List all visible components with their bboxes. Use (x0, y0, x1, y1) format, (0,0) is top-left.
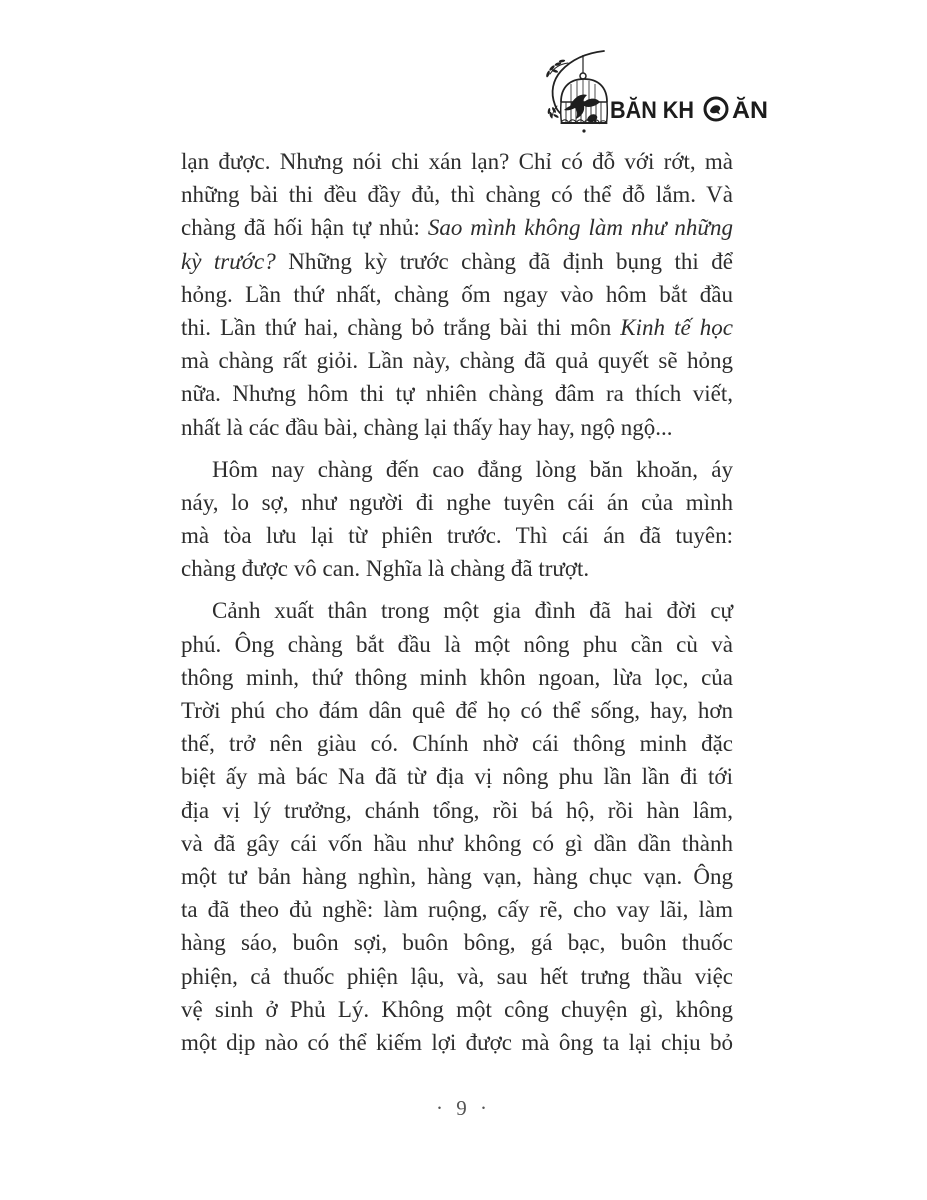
text-line (181, 453, 733, 486)
text-run: phiện, cả thuốc phiện lậu, và, sau hết trưng thầu việc (181, 963, 733, 989)
page-number: · 9 · (436, 1096, 491, 1120)
text-line (181, 960, 733, 993)
text-line (181, 760, 733, 793)
text-run: Những kỳ trước chàng đã định bụng thi để (275, 248, 733, 274)
text-run: Cảnh xuất thân trong một gia đình đã hai đời cự (212, 598, 733, 624)
text-run: nữa. Nhưng hôm thi tự nhiên chàng đâm ra thích viết, (181, 381, 733, 407)
text-run: mà chàng rất giỏi. Lần này, chàng đã quả quyết sẽ hỏng (181, 348, 733, 374)
text-run: những bài thi đều đầy đủ, thì chàng có thể đỗ lắm. Và (181, 182, 733, 208)
text-line (181, 794, 733, 827)
text-run: thông minh, thứ thông minh khôn ngoan, lừa lọc, của (181, 664, 733, 690)
text-line (181, 519, 733, 552)
text-line (181, 486, 733, 519)
text-line (181, 211, 733, 244)
text-line (181, 727, 733, 760)
title-o-bird-icon (710, 105, 720, 114)
text-line (181, 993, 733, 1026)
text-run: vệ sinh ở Phủ Lý. Không một công chuyện gì, không (181, 996, 733, 1022)
text-run: hỏng. Lần thứ nhất, chàng ốm ngay vào hôm bắt đầu (181, 281, 733, 307)
text-run: một dịp nào có thể kiếm lợi được mà ông ta lại chịu bỏ (181, 1029, 733, 1055)
text-line (181, 893, 733, 926)
text-line (181, 628, 733, 661)
text-run: lạn được. Nhưng nói chi xán lạn? Chỉ có đỗ với rớt, mà (181, 149, 733, 174)
svg-text:ĂN: ĂN (732, 97, 767, 124)
text-run: phú. Ông chàng bắt đầu là một nông phu cần cù và (181, 631, 733, 657)
text-line (181, 1026, 733, 1059)
italic-text-run: Sao mình không làm như những (427, 215, 733, 241)
text-line (181, 827, 733, 860)
text-run: nhất là các đầu bài, chàng lại thấy hay hay, ngộ ngộ... (181, 414, 673, 440)
body-text (181, 145, 733, 1059)
text-run: chàng được vô can. Nghĩa là chàng đã trượt. (181, 556, 590, 582)
text-line (181, 594, 733, 627)
birdcage-icon (561, 55, 608, 133)
paragraph (181, 453, 733, 586)
paragraph (181, 145, 733, 444)
text-line (181, 661, 733, 694)
text-run: biệt ấy mà bác Na đã từ địa vị nông phu lần lần đi tới (181, 764, 733, 790)
text-run: ta đã theo đủ nghề: làm ruộng, cấy rẽ, cho vay lãi, làm (181, 897, 733, 923)
text-run: Trời phú cho đám dân quê để họ có thể sống, hay, hơn (181, 698, 733, 723)
text-line (181, 552, 733, 585)
text-run: địa vị lý trưởng, chánh tổng, rồi bá hộ, rồi hàn lâm, (181, 797, 733, 823)
text-run: hàng sáo, buôn sợi, buôn bông, gá bạc, buôn thuốc (181, 930, 733, 956)
text-line (181, 926, 733, 959)
text-line (181, 377, 733, 410)
text-line (181, 860, 733, 893)
text-run: và đã gây cái vốn hầu như không có gì dần dần thành (181, 830, 733, 856)
italic-text-run: Kinh tế học (620, 314, 734, 340)
text-line (181, 411, 733, 444)
text-line (181, 311, 733, 344)
text-line (181, 178, 733, 211)
paragraph (181, 594, 733, 1059)
text-line (181, 245, 733, 278)
italic-text-run: kỳ trước? (181, 248, 276, 274)
birdcage-illustration (524, 50, 784, 150)
text-run: Hôm nay chàng đến cao đẳng lòng băn khoăn, áy (212, 456, 733, 482)
perched-bird-icon (587, 114, 597, 123)
text-run: mà tòa lưu lại từ phiên trước. Thì cái án đã tuyên: (181, 523, 733, 549)
book-title (610, 96, 768, 124)
text-run: một tư bản hàng nghìn, hàng vạn, hàng chục vạn. Ông (181, 863, 733, 889)
text-run: thế, trở nên giàu có. Chính nhờ cái thông minh đặc (181, 731, 733, 757)
text-run: chàng đã hối hận tự nhủ: (181, 215, 428, 241)
text-line (181, 145, 733, 178)
text-line (181, 694, 733, 727)
text-line (181, 344, 733, 377)
svg-text:BĂN KH: BĂN KH (610, 97, 704, 124)
text-line (181, 278, 733, 311)
text-run: náy, lo sợ, như người đi nghe tuyên cái án của mình (181, 489, 733, 515)
text-run: thi. Lần thứ hai, chàng bỏ trắng bài thi môn (181, 314, 621, 340)
